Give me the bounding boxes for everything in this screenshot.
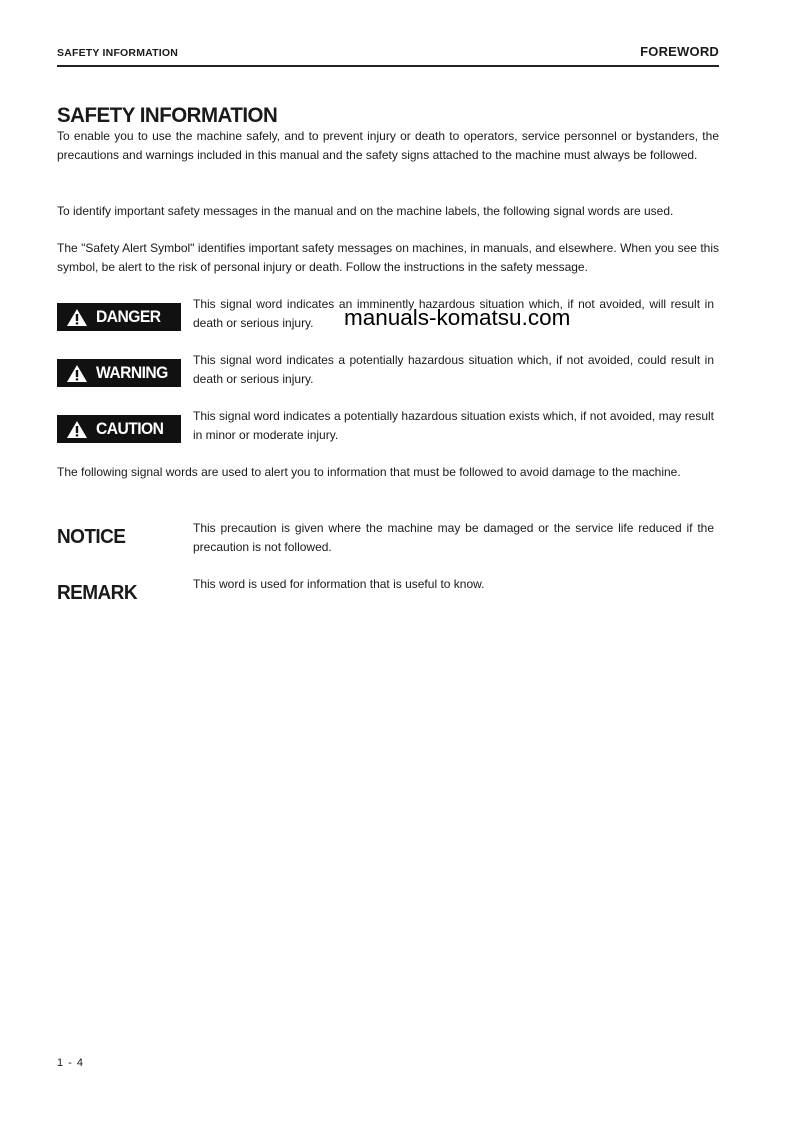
warning-label: WARNING <box>96 363 168 382</box>
danger-description: This signal word indicates an imminently hazardous situation which, if not avoided, will result in death or serious injury. <box>193 297 714 330</box>
warning-description: This signal word indicates a potentially hazardous situation which, if not avoided, could result in death or serious injury. <box>193 353 714 386</box>
signal-words-paragraph: To identify important safety messages in the manual and on the machine labels, the following signal words are used. <box>57 204 674 218</box>
watermark: manuals-komatsu.com <box>344 305 571 330</box>
page-number: 1 - 4 <box>57 1057 85 1069</box>
caution-description: This signal word indicates a potentially hazardous situation exists which, if not avoided, may result in minor or moderate injury. <box>193 409 714 442</box>
caution-label: CAUTION <box>96 419 164 438</box>
remark-label: REMARK <box>57 582 137 604</box>
warning-signal-badge <box>57 359 181 387</box>
danger-signal-badge <box>57 303 181 331</box>
danger-label: DANGER <box>96 307 161 326</box>
safety-alert-icon <box>66 420 88 439</box>
safety-alert-icon <box>66 364 88 383</box>
notice-description: This precaution is given where the machine may be damaged or the service life reduced if the precaution is not followed. <box>193 521 714 554</box>
safety-alert-icon <box>66 308 88 327</box>
page-header <box>57 43 719 67</box>
damage-paragraph: The following signal words are used to alert you to information that must be followed to avoid damage to the machine. <box>57 465 681 479</box>
alert-symbol-paragraph: The "Safety Alert Symbol" identifies important safety messages on machines, in manuals, and elsewhere. When you see this symbol, be alert to the risk of personal injury or death. Follow the instructions in the safety message. <box>57 241 719 274</box>
header-section-title: SAFETY INFORMATION <box>57 47 179 59</box>
page-title: SAFETY INFORMATION <box>57 103 278 128</box>
caution-signal-badge <box>57 415 181 443</box>
intro-paragraph: To enable you to use the machine safely, and to prevent injury or death to operators, service personnel or bystanders, the precautions and warnings included in this manual and the safety signs attached to the machine must always be followed. <box>57 129 719 162</box>
header-chapter-title: FOREWORD <box>640 44 719 59</box>
notice-label: NOTICE <box>57 526 126 548</box>
remark-description: This word is used for information that is useful to know. <box>193 577 485 591</box>
